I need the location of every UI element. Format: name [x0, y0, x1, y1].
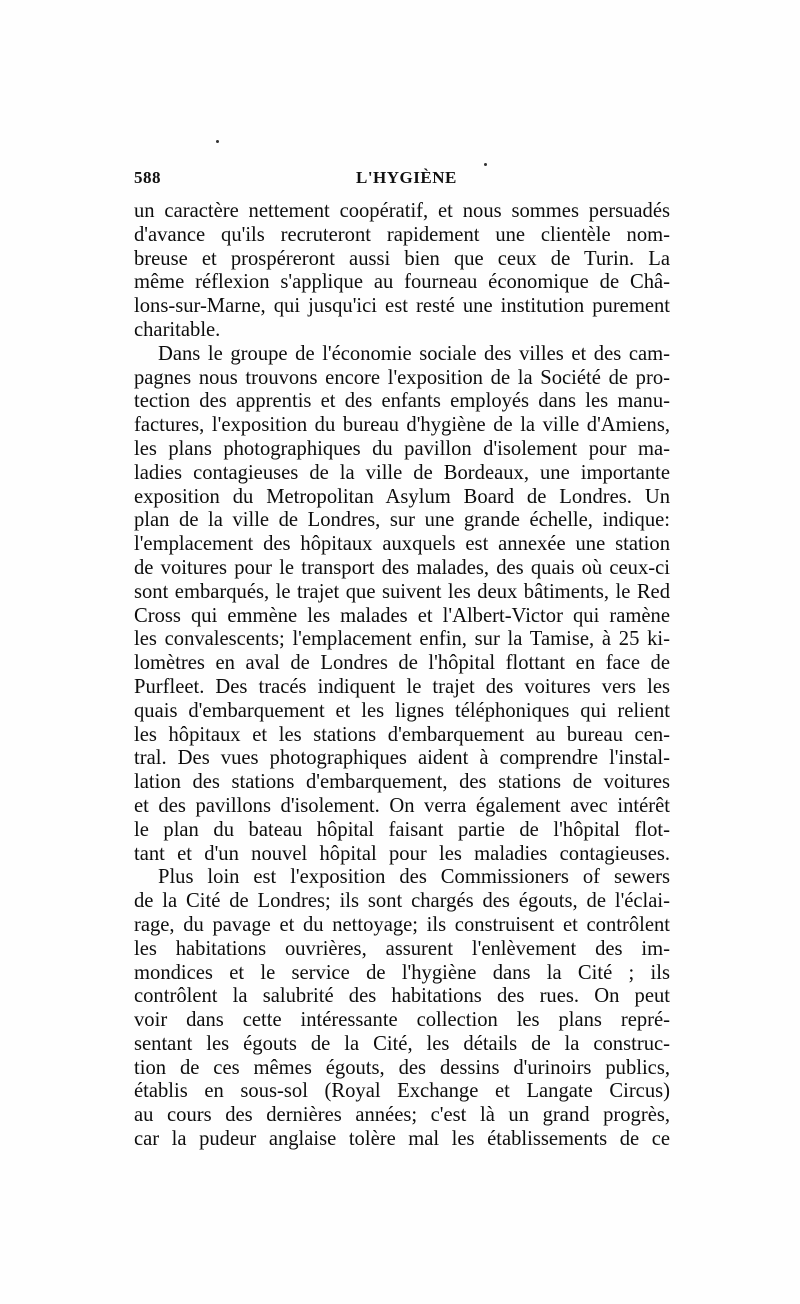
- text-line: d'avance qu'ils recruteront rapidement une clientèle nom-: [134, 223, 670, 246]
- text-line: tection des apprentis et des enfants employés dans les manu-: [134, 390, 670, 413]
- text-line: mondices et le service de l'hygiène dans la Cité ; ils: [134, 961, 670, 984]
- text-line: sentant les égouts de la Cité, les détails de la construc-: [134, 1032, 670, 1055]
- page-number: 588: [134, 168, 161, 187]
- body-text: [134, 200, 670, 1152]
- print-speck: [484, 163, 487, 166]
- text-line: Purfleet. Des tracés indiquent le trajet des voitures vers les: [134, 675, 670, 698]
- text-line: breuse et prospéreront aussi bien que ceux de Turin. La: [134, 247, 670, 270]
- print-speck: [216, 140, 219, 143]
- text-line: lomètres en aval de Londres de l'hôpital flottant en face de: [134, 652, 670, 675]
- text-line: ladies contagieuses de la ville de Bordeaux, une importante: [134, 461, 670, 484]
- text-line: les hôpitaux et les stations d'embarquement au bureau cen-: [134, 723, 670, 746]
- text-line: rage, du pavage et du nettoyage; ils construisent et contrôlent: [134, 913, 670, 936]
- paragraph-2: [134, 343, 670, 867]
- text-line: plan de la ville de Londres, sur une grande échelle, indique:: [134, 509, 670, 532]
- text-line: et des pavillons d'isolement. On verra également avec intérêt: [134, 794, 670, 817]
- text-line: même réflexion s'applique au fourneau économique de Châ-: [134, 271, 670, 294]
- text-line: Cross qui emmène les malades et l'Albert-Victor qui ramène: [134, 604, 670, 627]
- text-line: les plans photographiques du pavillon d'isolement pour ma-: [134, 437, 670, 460]
- text-line: Plus loin est l'exposition des Commissioners of sewers: [158, 866, 670, 889]
- text-line: charitable.: [134, 318, 221, 341]
- text-line: exposition du Metropolitan Asylum Board de Londres. Un: [134, 485, 670, 508]
- text-line: quais d'embarquement et les lignes téléphoniques qui relient: [134, 699, 670, 722]
- text-line: tion de ces mêmes égouts, des dessins d'urinoirs publics,: [134, 1056, 670, 1079]
- text-line: le plan du bateau hôpital faisant partie de l'hôpital flot-: [134, 818, 670, 841]
- text-line: de la Cité de Londres; ils sont chargés des égouts, de l'éclai-: [134, 890, 670, 913]
- text-line: factures, l'exposition du bureau d'hygiène de la ville d'Amiens,: [134, 414, 670, 437]
- text-line: tant et d'un nouvel hôpital pour les maladies contagieuses.: [134, 842, 670, 865]
- text-line: de voitures pour le transport des malades, des quais où ceux-ci: [134, 556, 670, 579]
- text-line: lation des stations d'embarquement, des stations de voitures: [134, 771, 670, 794]
- paragraph-3: [134, 866, 670, 1152]
- text-line: tral. Des vues photographiques aident à comprendre l'instal-: [134, 747, 670, 770]
- text-line: pagnes nous trouvons encore l'exposition de la Société de pro-: [134, 366, 670, 389]
- text-line: Dans le groupe de l'économie sociale des villes et des cam-: [158, 342, 670, 365]
- text-line: un caractère nettement coopératif, et nous sommes persuadés: [134, 200, 670, 222]
- paragraph-1: [134, 200, 670, 343]
- running-title: L'HYGIÈNE: [356, 168, 457, 187]
- text-line: les habitations ouvrières, assurent l'enlèvement des im-: [134, 937, 670, 960]
- text-line: les convalescents; l'emplacement enfin, sur la Tamise, à 25 ki-: [134, 628, 670, 651]
- text-line: voir dans cette intéressante collection les plans repré-: [134, 1009, 670, 1032]
- text-line: lons-sur-Marne, qui jusqu'ici est resté une institution purement: [134, 295, 670, 318]
- text-line: car la pudeur anglaise tolère mal les établissements de ce: [134, 1128, 670, 1151]
- text-line: contrôlent la salubrité des habitations des rues. On peut: [134, 985, 670, 1008]
- text-line: établis en sous-sol (Royal Exchange et Langate Circus): [134, 1080, 670, 1103]
- text-line: au cours des dernières années; c'est là un grand progrès,: [134, 1104, 670, 1127]
- text-line: l'emplacement des hôpitaux auxquels est annexée une station: [134, 533, 670, 556]
- page-header: [134, 168, 670, 194]
- text-line: sont embarqués, le trajet que suivent les deux bâtiments, le Red: [134, 580, 670, 603]
